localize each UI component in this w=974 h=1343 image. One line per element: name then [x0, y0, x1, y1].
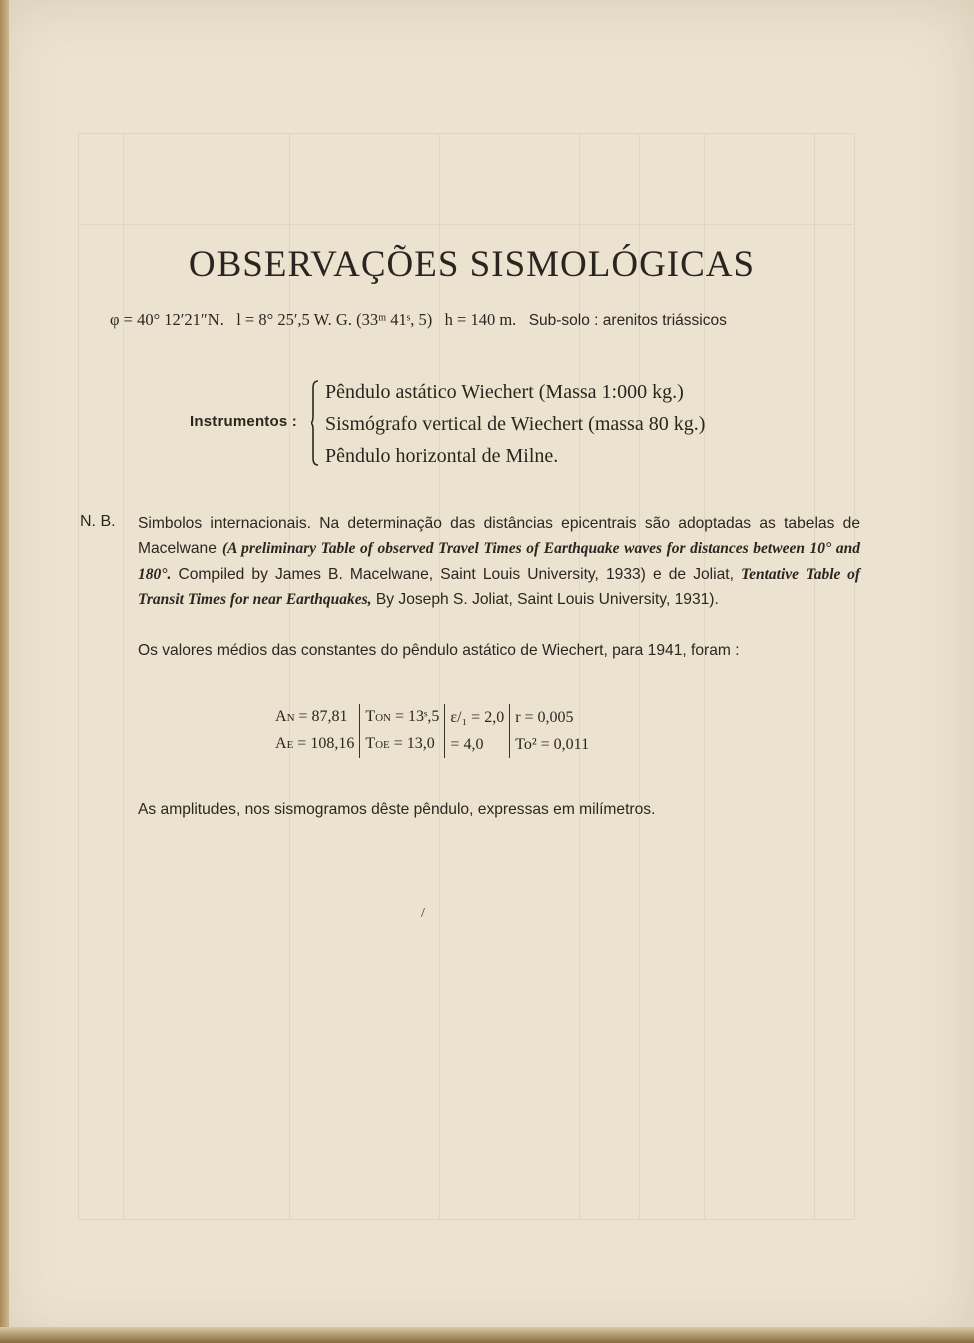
altitude: h = 140 m. — [444, 310, 517, 329]
amplitudes-note: As amplitudes, nos sismogramos dêste pêndulo, expressas em milímetros. — [138, 801, 656, 818]
time-offset: (33ᵐ 41ˢ, 5) — [356, 310, 433, 329]
amplification-n: AN = 87,81 — [275, 708, 348, 725]
constants-row — [270, 731, 594, 758]
instrument-item: Pêndulo astático Wiechert (Massa 1:000 kg.) — [325, 381, 684, 403]
latitude: φ = 40° 12′21″N. — [110, 310, 224, 329]
brace-icon — [311, 380, 319, 466]
subsoil: Sub-solo : arenitos triássicos — [528, 312, 727, 329]
amplification-e: AE = 108,16 — [275, 735, 355, 752]
nb-paragraph — [138, 511, 860, 613]
page-bottom-edge — [0, 1327, 974, 1343]
period-on: TON = 13ˢ,5 — [360, 704, 445, 731]
period-oe: TOE = 13,0 — [360, 731, 445, 758]
constants-row — [270, 704, 594, 731]
instrument-item: Sismógrafo vertical de Wiechert (massa 80 kg.) — [325, 413, 706, 435]
binding-edge — [0, 0, 9, 1343]
joliat-title: Tentative Table of Transit Times for near Earthquakes, — [138, 565, 860, 609]
friction-to: To² = 0,011 — [510, 731, 594, 758]
instruments-list — [325, 376, 705, 472]
nb-label: N. B. — [80, 513, 116, 530]
stray-mark: / — [421, 906, 425, 921]
instruments-label: Instrumentos : — [190, 413, 297, 430]
macelwane-credit: Compiled by James B. Macelwane, Saint Louis University, 1933) e de Joliat, — [171, 565, 742, 583]
nb-intro-text: Simbolos internacionais. Na determinação das distâncias epicentrais são adoptadas as tabelas de Macelwane — [138, 515, 860, 558]
page-title: OBSERVAÇÕES SISMOLÓGICAS — [188, 244, 756, 285]
damping-1: ε/₁ = 2,0 — [445, 704, 510, 731]
friction-r: r = 0,005 — [510, 704, 594, 731]
station-coordinates — [110, 310, 870, 330]
longitude: l = 8° 25′,5 W. G. — [236, 310, 352, 329]
show-through-grid — [78, 133, 855, 1220]
instrument-item: Pêndulo horizontal de Milne. — [325, 445, 559, 467]
macelwane-title: (A preliminary Table of observed Travel Times of Earthquake waves for distances between 10° and 180°. — [138, 540, 860, 583]
constants-intro: Os valores médios das constantes do pêndulo astático de Wiechert, para 1941, foram : — [138, 642, 740, 659]
constants-table — [270, 704, 594, 758]
joliat-credit: By Joseph S. Joliat, Saint Louis University, 1931). — [371, 591, 719, 609]
damping-2: = 4,0 — [445, 731, 510, 758]
